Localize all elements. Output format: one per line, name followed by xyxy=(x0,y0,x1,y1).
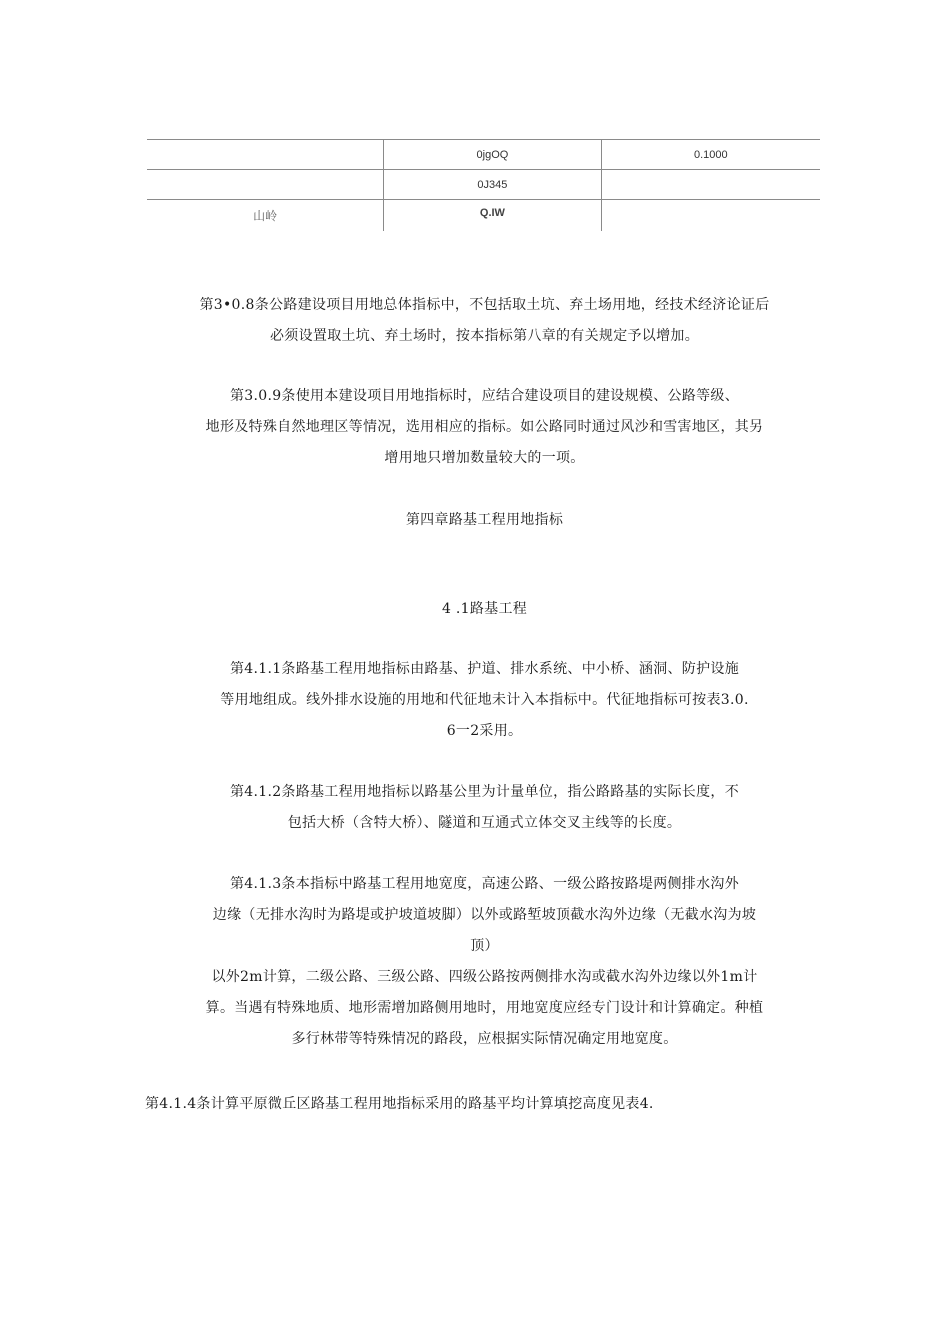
table-cell: 0jgOQ xyxy=(384,140,601,170)
paragraph-line: 第4.1.4条计算平原微丘区路基工程用地指标采用的路基平均计算填挖高度见表4. xyxy=(145,1096,654,1112)
table-cell: 0J345 xyxy=(384,170,601,200)
paragraph-line: 边缘（无排水沟时为路堤或护坡道坡脚）以外或路堑坡顶截水沟外边缘（无截水沟为坡 xyxy=(212,907,757,923)
paragraph-line: 增用地只增加数量较大的一项。 xyxy=(384,450,585,466)
paragraph-line: 包括大桥（含特大桥）、隧道和互通式立体交叉主线等的长度。 xyxy=(287,815,682,831)
paragraph-line: 地形及特殊自然地理区等情况，选用相应的指标。如公路同时通过风沙和雪害地区，其另 xyxy=(205,419,764,435)
section-title: 4 .1路基工程 xyxy=(441,601,528,617)
paragraph-line: 顶） xyxy=(470,938,499,954)
table-cell xyxy=(147,140,384,170)
paragraph-line: 第4.1.3条本指标中路基工程用地宽度，高速公路、一级公路按路堤两侧排水沟外 xyxy=(229,876,740,892)
paragraph-line: 必须设置取土坑、弃土场时，按本指标第八章的有关规定予以增加。 xyxy=(270,328,699,344)
paragraph-line: 多行林带等特殊情况的路段，应根据实际情况确定用地宽度。 xyxy=(291,1031,678,1047)
paragraph-line: 第4.1.1条路基工程用地指标由路基、护道、排水系统、中小桥、涵洞、防护设施 xyxy=(229,661,740,677)
data-table-fragment xyxy=(147,139,820,231)
paragraph-line: 第3.0.9条使用本建设项目用地指标时，应结合建设项目的建设规模、公路等级、 xyxy=(229,388,740,404)
table-cell: Q.IW xyxy=(384,200,601,232)
article-4-1-2 xyxy=(143,777,826,839)
article-4-1-1 xyxy=(143,654,826,747)
paragraph-line: 以外2m计算，二级公路、三级公路、四级公路按两侧排水沟或截水沟外边缘以外1m计 xyxy=(211,969,758,985)
paragraph-line: 6一2采用。 xyxy=(446,723,523,739)
table-cell: 山岭 xyxy=(147,200,384,232)
table-cell xyxy=(601,170,820,200)
paragraph-line: 第4.1.2条路基工程用地指标以路基公里为计量单位，指公路路基的实际长度，不 xyxy=(229,784,740,800)
article-3-0-9 xyxy=(143,381,826,474)
table-row xyxy=(147,200,820,232)
paragraph-line: 第3•0.8条公路建设项目用地总体指标中，不包括取土坑、弃土场用地，经技术经济论证后 xyxy=(199,297,770,313)
table-row xyxy=(147,140,820,170)
article-4-1-3 xyxy=(143,869,826,1055)
table-cell xyxy=(147,170,384,200)
paragraph-line: 等用地组成。线外排水设施的用地和代征地未计入本指标中。代征地指标可按表3.0. xyxy=(220,692,749,708)
table-cell xyxy=(601,200,820,232)
paragraph-line: 算。当遇有特殊地质、地形需增加路侧用地时，用地宽度应经专门设计和计算确定。种植 xyxy=(205,1000,764,1016)
chapter-title: 第四章路基工程用地指标 xyxy=(405,512,564,528)
table-cell: 0.1000 xyxy=(601,140,820,170)
article-4-1-4 xyxy=(145,1089,828,1120)
table-row xyxy=(147,170,820,200)
article-3-0-8 xyxy=(143,290,826,352)
